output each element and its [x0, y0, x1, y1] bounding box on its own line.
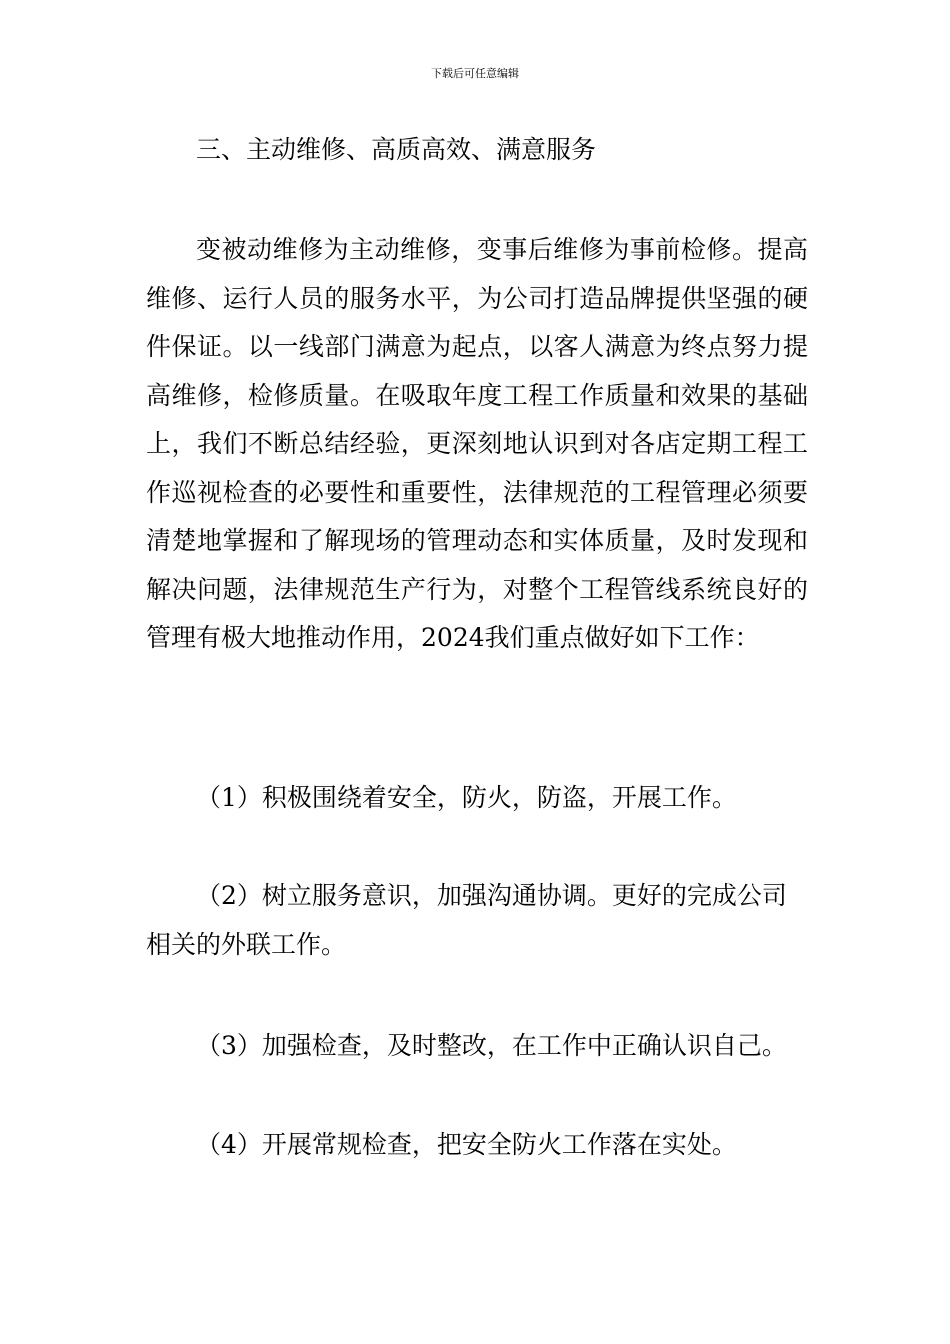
list-item: （3）加强检查，及时整改，在工作中正确认识自己。 [196, 1031, 787, 1060]
list-item: （4）开展常规检查，把安全防火工作落在实处。 [196, 1130, 737, 1159]
section-heading: 三、主动维修、高质高效、满意服务 [196, 135, 597, 164]
list-item: （2）树立服务意识，加强沟通协调。更好的完成公司相关的外联工作。 [146, 881, 787, 959]
list-item: （1）积极围绕着安全，防火，防盗，开展工作。 [196, 783, 737, 812]
body-paragraph: 变被动维修为主动维修，变事后维修为事前检修。提高维修、运行人员的服务水平，为公司打造品牌提供坚强的硬件保证。以一线部门满意为起点，以客人满意为终点努力提高维修，检修质量。在吸取年度工程工作质量和效果的基础上，我们不断总结经验，更深刻地认识到对各店定期工程工作巡视检查的必要性和重要性，法律规范的工程管理必须要清楚地掌握和了解现场的管理动态和实体质量，及时发现和解决问题，法律规范生产行为，对整个工程管线系统良好的管理有极大地推动作用，2024我们重点做好如下工作： [146, 235, 808, 652]
header-note: 下载后可任意编辑 [431, 67, 519, 80]
